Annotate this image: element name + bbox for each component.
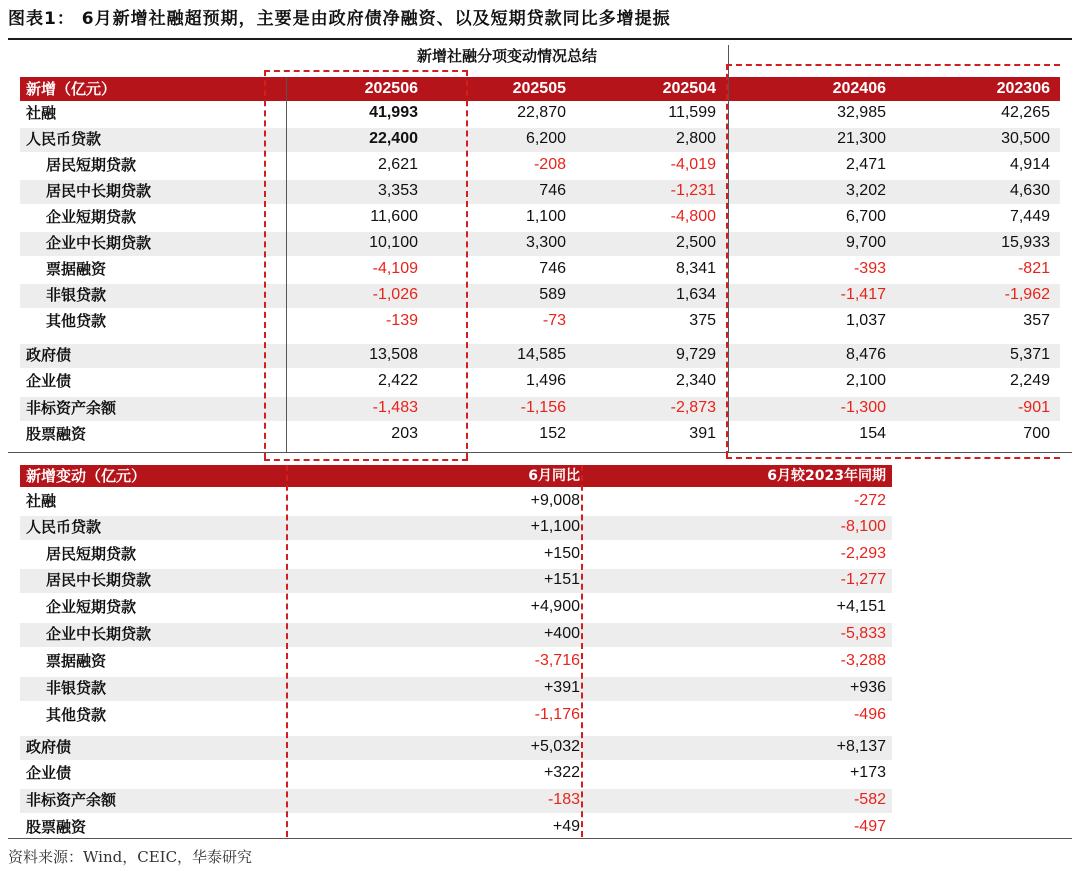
table2-cell: +9,008: [530, 492, 580, 509]
table1-cell: -1,026: [372, 286, 418, 303]
table1-cell: 4,630: [1009, 182, 1050, 199]
table1-cell: 22,870: [517, 104, 566, 121]
table1-header-202306: 202306: [996, 80, 1050, 97]
table1-header-202505: 202505: [512, 80, 566, 97]
table1-cell: 9,729: [675, 346, 716, 363]
highlight-box-bottom: [264, 459, 468, 461]
table1-cell: 154: [859, 425, 886, 442]
table1-row-label: 股票融资: [26, 425, 87, 443]
table2-cell: +4,151: [836, 598, 886, 615]
table2-cell: -3,288: [840, 652, 886, 669]
table1-cell: 3,300: [525, 234, 566, 251]
table1-cell: 2,471: [845, 156, 886, 173]
table1-cell: -821: [1017, 260, 1050, 277]
highlight-box-top: [264, 70, 468, 72]
top-rule: [8, 38, 1072, 40]
table1-cell: 1,496: [525, 372, 566, 389]
table2-cell: -8,100: [840, 518, 886, 535]
table2-cell: +8,137: [836, 738, 886, 755]
table1-header-label: 新增（亿元）: [26, 80, 117, 98]
figure-title: 图表1： 6月新增社融超预期，主要是由政府债净融资、以及短期贷款同比多增提振: [8, 9, 671, 29]
table1-cell: 2,500: [675, 234, 716, 251]
table1-bottom-line: [8, 452, 1072, 453]
table1-divider-right: [728, 45, 729, 453]
table1-row-label: 企业短期贷款: [46, 208, 137, 226]
table2-cell: +1,100: [530, 518, 580, 535]
table1-cell: -73: [542, 312, 566, 329]
table1-row-label: 人民币贷款: [26, 130, 102, 148]
table2-row-label: 股票融资: [26, 818, 87, 836]
table2-dashed-divider-2: [581, 465, 583, 837]
table1-cell: 15,933: [1001, 234, 1050, 251]
table1-cell: 2,800: [675, 130, 716, 147]
table2-row-label: 社融: [26, 492, 57, 510]
table1-header-202506: 202506: [364, 80, 418, 97]
table1-row-label: 企业中长期贷款: [46, 234, 152, 252]
table1-cell: -4,109: [372, 260, 418, 277]
table2-cell: -1,176: [534, 706, 580, 723]
table1-cell: 3,353: [377, 182, 418, 199]
table1-cell: 42,265: [1001, 104, 1050, 121]
highlight-box-left: [264, 70, 266, 459]
table2-row-label: 企业短期贷款: [46, 598, 137, 616]
table1-cell: 3,202: [845, 182, 886, 199]
table1-cell: 5,371: [1009, 346, 1050, 363]
table1-cell: -1,231: [670, 182, 716, 199]
table2-dashed-divider-1: [286, 465, 288, 837]
table1-cell: -208: [533, 156, 566, 173]
table2-row-label: 人民币贷款: [26, 518, 102, 536]
table1-cell: -393: [853, 260, 886, 277]
table1-cell: 13,508: [369, 346, 418, 363]
table1-cell: -1,300: [840, 399, 886, 416]
table1-row-label: 企业债: [26, 372, 72, 390]
table2-cell: +4,900: [530, 598, 580, 615]
table2-cell: +151: [543, 571, 580, 588]
table2-cell: -3,716: [534, 652, 580, 669]
table2-cell: -2,293: [840, 545, 886, 562]
highlight-box-right: [466, 70, 468, 459]
table2-cell: -497: [853, 818, 886, 835]
table1-header-202504: 202504: [662, 80, 716, 97]
table2-cell: -5,833: [840, 625, 886, 642]
table1-row-label: 居民中长期贷款: [46, 182, 152, 200]
table1-cell: 700: [1023, 425, 1050, 442]
table1-cell: 22,400: [369, 130, 418, 147]
table2-header-col: 6月较2023年同期: [767, 468, 886, 484]
table1-cell: 10,100: [369, 234, 418, 251]
table1-cell: 2,621: [377, 156, 418, 173]
table2-row-label: 企业债: [26, 764, 72, 782]
table1-row-label: 居民短期贷款: [46, 156, 137, 174]
table1-row-label: 非银贷款: [46, 286, 107, 304]
table2-cell: +150: [543, 545, 580, 562]
table2-cell: +5,032: [530, 738, 580, 755]
table2-cell: -272: [853, 492, 886, 509]
table1-cell: -1,483: [372, 399, 418, 416]
table1-cell: 4,914: [1009, 156, 1050, 173]
table1-row-label: 非标资产余额: [26, 399, 117, 417]
bottom-rule: [8, 838, 1072, 839]
table1-cell: 357: [1023, 312, 1050, 329]
table1-cell: -1,962: [1004, 286, 1050, 303]
table1-cell: -4,019: [670, 156, 716, 173]
table1-row-label: 票据融资: [46, 260, 107, 278]
table2-row-label: 非标资产余额: [26, 791, 117, 809]
table1-cell: 41,993: [369, 104, 418, 121]
table1-cell: 1,037: [845, 312, 886, 329]
table1-cell: -1,156: [520, 399, 566, 416]
table1-cell: 1,634: [675, 286, 716, 303]
table2-cell: -1,277: [840, 571, 886, 588]
table1-row-label: 政府债: [26, 346, 72, 364]
table1-row-label: 其他贷款: [46, 312, 107, 330]
table2-cell: +400: [543, 625, 580, 642]
table1-cell: 1,100: [525, 208, 566, 225]
table1-cell: 2,340: [675, 372, 716, 389]
table2-cell: -582: [853, 791, 886, 808]
table1-cell: 2,422: [377, 372, 418, 389]
table2-row-label: 非银贷款: [46, 679, 107, 697]
table1-cell: 152: [539, 425, 566, 442]
table2-row-label: 政府债: [26, 738, 72, 756]
table1-cell: 11,600: [370, 208, 418, 225]
table1-cell: 14,585: [517, 346, 566, 363]
table1-divider-left: [286, 77, 287, 453]
table2-header-label: 新增变动（亿元）: [26, 467, 147, 485]
table2-cell: +936: [849, 679, 886, 696]
table1-cell: -4,800: [670, 208, 716, 225]
highlight-box2-top: [726, 64, 1060, 66]
table1-cell: 2,249: [1009, 372, 1050, 389]
table1-cell: 746: [539, 182, 566, 199]
source-note: 资料来源：Wind，CEIC，华泰研究: [8, 848, 253, 866]
table1-row-label: 社融: [26, 104, 57, 122]
table1-cell: 2,100: [845, 372, 886, 389]
table2-cell: +322: [543, 764, 580, 781]
table1-cell: -901: [1017, 399, 1050, 416]
highlight-box2-left: [726, 64, 728, 457]
table2-cell: -183: [547, 791, 580, 808]
table1-cell: 8,476: [845, 346, 886, 363]
table1-header-202406: 202406: [832, 80, 886, 97]
table1-cell: -139: [385, 312, 418, 329]
table1-cell: 203: [391, 425, 418, 442]
table2-header-col: 6月同比: [528, 468, 580, 484]
table2-row-label: 居民中长期贷款: [46, 571, 152, 589]
table2-cell: +391: [543, 679, 580, 696]
table1-cell: 32,985: [837, 104, 886, 121]
table1-cell: 589: [539, 286, 566, 303]
highlight-box2-bottom: [726, 457, 1060, 459]
table1-cell: 7,449: [1009, 208, 1050, 225]
table1-cell: 9,700: [845, 234, 886, 251]
table2-cell: +49: [552, 818, 580, 835]
table2-row-label: 居民短期贷款: [46, 545, 137, 563]
table1-cell: 375: [689, 312, 716, 329]
table1-cell: 11,599: [668, 104, 716, 121]
table2-row-label: 企业中长期贷款: [46, 625, 152, 643]
table1-cell: 21,300: [837, 130, 886, 147]
table1-cell: 391: [689, 425, 716, 442]
table2-cell: -496: [853, 706, 886, 723]
table1-cell: 746: [539, 260, 566, 277]
table2-row-label: 票据融资: [46, 652, 107, 670]
table1-cell: -1,417: [840, 286, 886, 303]
section-title: 新增社融分项变动情况总结: [416, 47, 597, 65]
table1-cell: 6,700: [845, 208, 886, 225]
table1-cell: 30,500: [1001, 130, 1050, 147]
table1-cell: 6,200: [525, 130, 566, 147]
table1-cell: -2,873: [670, 399, 716, 416]
table2-row-label: 其他贷款: [46, 706, 107, 724]
table2-cell: +173: [849, 764, 886, 781]
table1-cell: 8,341: [675, 260, 716, 277]
